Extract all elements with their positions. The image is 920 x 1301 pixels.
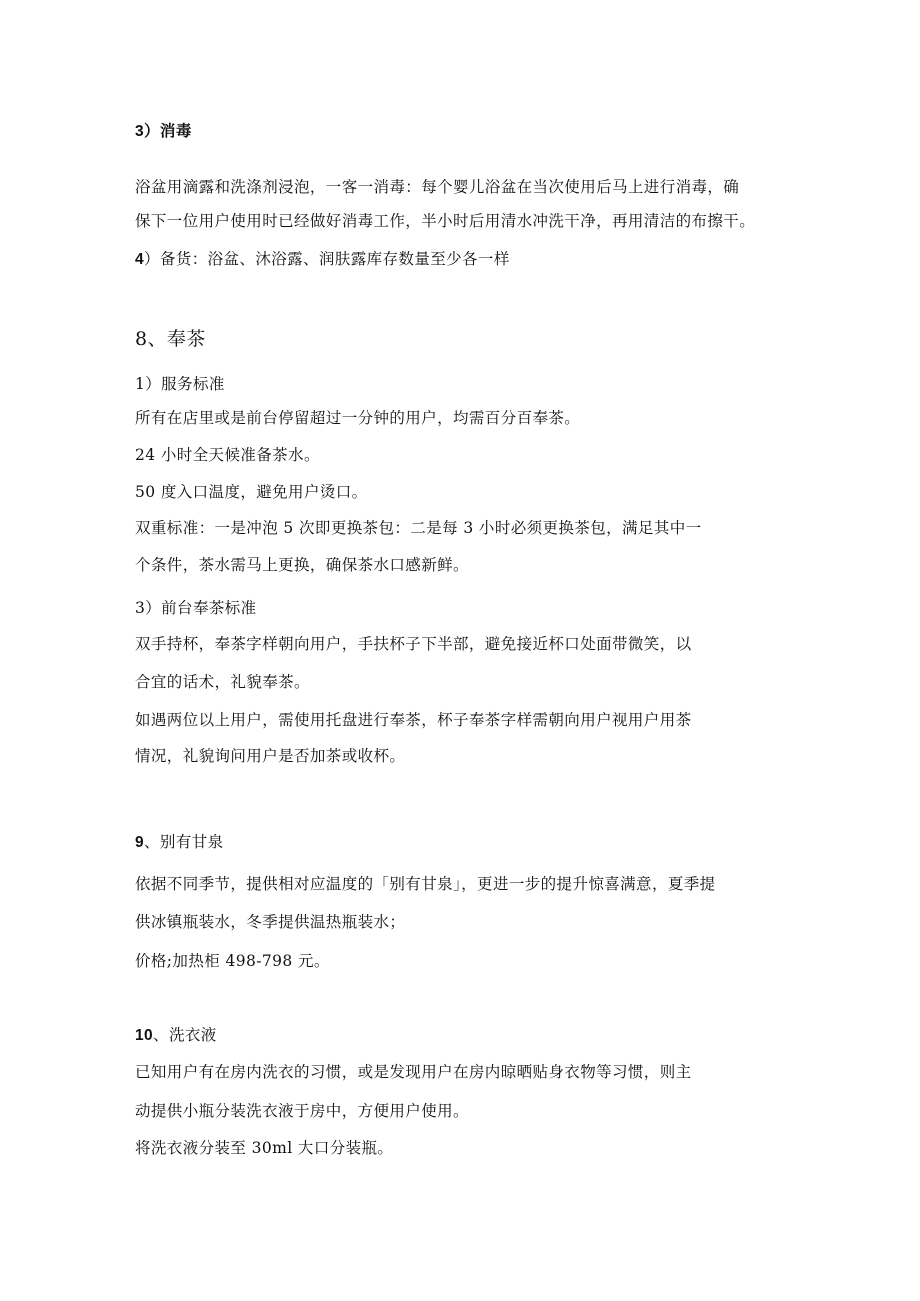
section-8-paragraph-3: 50 度入口温度，避免用户烫口。 [135,483,368,501]
section-4-number: 4 [135,251,145,268]
section-4-line [135,249,510,270]
section-9-title: 、别有甘泉 [144,833,224,851]
section-8-subheading-1: 1）服务标准 [135,375,225,393]
section-9-paragraph-2: 价格;加热柜 498-798 元。 [135,952,330,970]
section-3-paragraph-line-1: 浴盆用滴露和洗涤剂浸泡，一客一消毒：每个婴儿浴盆在当次使用后马上进行消毒，确 [135,178,740,196]
section-8-paragraph-5-line-2: 合宜的话术，礼貌奉茶。 [135,673,310,691]
section-3-paragraph-line-2: 保下一位用户使用时已经做好消毒工作，半小时后用清水冲洗干净，再用清洁的布擦干。 [135,212,756,230]
section-8-paragraph-6-line-2: 情况，礼貌询问用户是否加茶或收杯。 [135,747,406,765]
section-9-paragraph-1-line-1: 依据不同季节，提供相对应温度的「别有甘泉」，更进一步的提升惊喜满意，夏季提 [135,875,716,893]
section-3-heading [135,121,192,142]
section-10-paragraph-2: 将洗衣液分装至 30ml 大口分装瓶。 [135,1139,394,1157]
section-10-title: 、洗衣液 [153,1026,217,1044]
section-8-subheading-3: 3）前台奉茶标准 [135,599,257,617]
section-8-paragraph-5-line-1: 双手持杯，奉茶字样朝向用户，手扶杯子下半部，避免接近杯口处面带微笑，以 [135,635,692,653]
section-3-number: 3 [135,123,145,140]
section-8-paragraph-2: 24 小时全天候准备茶水。 [135,446,320,464]
section-9-number: 9 [135,834,145,851]
section-8-heading: 8、奉茶 [135,328,206,350]
section-10-paragraph-1-line-2: 动提供小瓶分装洗衣液于房中，方便用户使用。 [135,1102,469,1120]
section-4-text: ）备货：浴盆、沐浴露、润肤露库存数量至少各一样 [144,250,510,268]
section-9-heading [135,832,224,853]
section-8-paragraph-4-line-1: 双重标准：一是冲泡 5 次即更换茶包：二是每 3 小时必须更换茶包，满足其中一 [135,519,702,537]
section-10-paragraph-1-line-1: 已知用户有在房内洗衣的习惯，或是发现用户在房内晾晒贴身衣物等习惯，则主 [135,1063,692,1081]
section-9-paragraph-1-line-2: 供冰镇瓶装水，冬季提供温热瓶装水； [135,913,406,931]
section-3-title: ）消毒 [144,122,192,140]
section-10-heading [135,1025,217,1046]
section-8-paragraph-1: 所有在店里或是前台停留超过一分钟的用户，均需百分百奉茶。 [135,409,581,427]
section-8-paragraph-4-line-2: 个条件，茶水需马上更换，确保茶水口感新鲜。 [135,556,469,574]
section-8-paragraph-6-line-1: 如遇两位以上用户，需使用托盘进行奉茶，杯子奉茶字样需朝向用户视用户用茶 [135,711,692,729]
section-10-number: 10 [135,1027,154,1044]
